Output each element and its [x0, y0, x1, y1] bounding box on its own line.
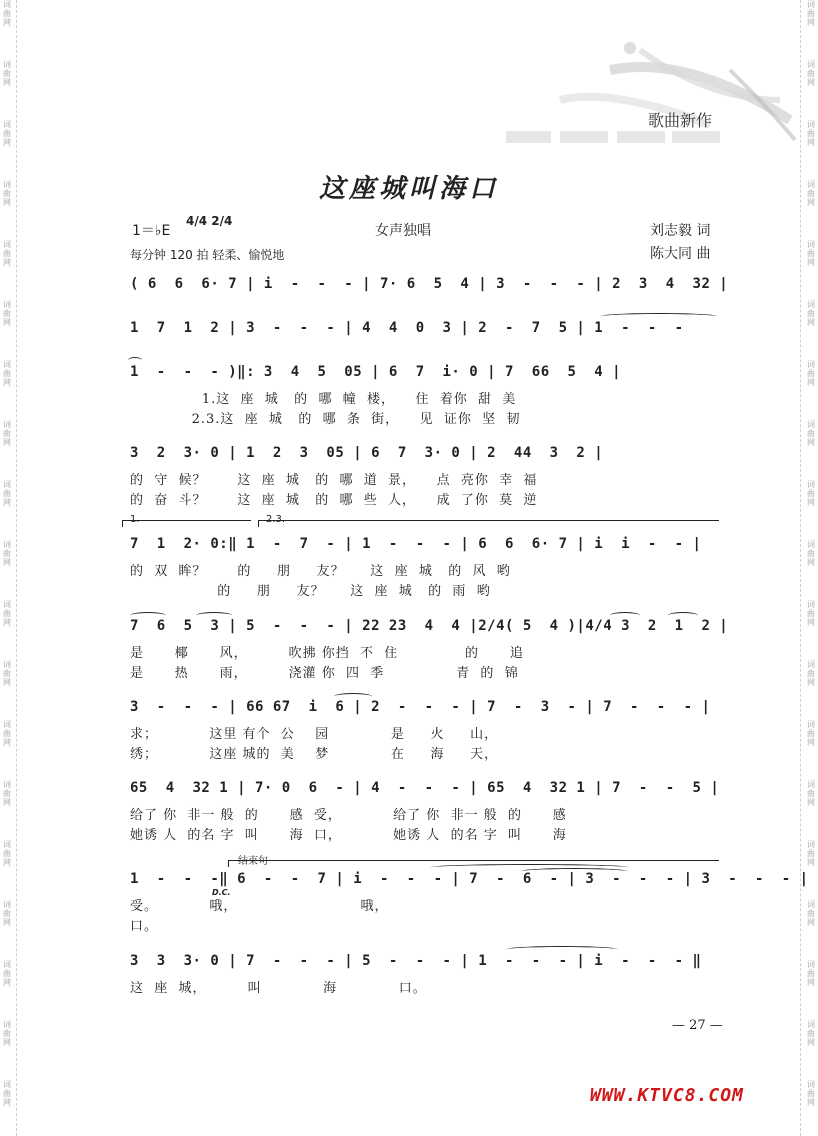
margin-watermark-text: 词 曲 网: [807, 780, 815, 807]
lyric-line: 2.3.这 座 城 的 哪 条 街， 见 证你 坚 韧: [130, 412, 521, 427]
margin-watermark-text: 词 曲 网: [3, 780, 11, 807]
margin-watermark-text: 词 曲 网: [3, 180, 11, 207]
lyric-line: 是 椰 风， 吹拂 你挡 不 住 的 追: [130, 646, 524, 661]
lyricist-credit: 刘志毅 词: [650, 223, 711, 239]
margin-watermark-text: 词 曲 网: [807, 480, 815, 507]
margin-watermark-text: 词 曲 网: [807, 900, 815, 927]
margin-watermark-text: 词 曲 网: [3, 480, 11, 507]
lyric-line: 给了 你 非一 般 的 感 受， 给了 你 非一 般 的 感: [130, 808, 567, 823]
margin-watermark-text: 词 曲 网: [807, 360, 815, 387]
header-bar-1: [506, 131, 551, 143]
margin-watermark-text: 词 曲 网: [3, 600, 11, 627]
section-label: 歌曲新作: [648, 111, 713, 130]
margin-watermark-text: 词 曲 网: [807, 120, 815, 147]
margin-watermark-text: 词 曲 网: [3, 720, 11, 747]
tempo-marking: 每分钟 120 拍 轻柔、愉悦地: [130, 248, 285, 262]
volta-bracket-2: [258, 520, 719, 527]
margin-watermark-text: 词 曲 网: [3, 900, 11, 927]
score-row-1: ( 6 6 6· 7 | i - - - | 7· 6 5 4 | 3 - - - | 2 3 4 32 |: [130, 276, 729, 292]
lyric-line: 这 座 城， 叫 海 口。: [130, 981, 427, 996]
margin-watermark-text: 词 曲 网: [807, 720, 815, 747]
header-bar-2: [560, 131, 608, 143]
margin-watermark-text: 词 曲 网: [807, 1020, 815, 1047]
margin-watermark-text: 词 曲 网: [807, 240, 815, 267]
header-bar-3: [617, 131, 665, 143]
score-row-6: 7 6 5 3 | 5 - - - | 22 23 4 4 |2/4( 5 4 )|4/4 3 2 1 2 |: [130, 618, 729, 634]
margin-watermark-text: 词 曲 网: [807, 420, 815, 447]
score-row-10: 3 3 3· 0 | 7 - - - | 5 - - - | 1 - - - | i - - - ‖: [130, 953, 702, 969]
header-bar-4: [672, 131, 720, 143]
time-signature: 4/4 2/4: [186, 214, 233, 228]
margin-watermark-text: 词 曲 网: [3, 420, 11, 447]
lyric-line: 是 热 雨， 浇灌 你 四 季 青 的 锦: [130, 666, 519, 681]
margin-watermark-text: 词 曲 网: [807, 0, 815, 27]
margin-watermark-text: 词 曲 网: [3, 960, 11, 987]
page-number: — 27 —: [672, 1018, 723, 1033]
song-title: 这座城叫海口: [318, 174, 499, 204]
score-row-4: 3 2 3· 0 | 1 2 3 05 | 6 7 3· 0 | 2 44 3 2 |: [130, 445, 604, 461]
score-row-5: 7 1 2· 0:‖ 1 - 7 - | 1 - - - | 6 6 6· 7 | i i - - |: [130, 536, 702, 552]
margin-watermark-text: 词 曲 网: [807, 60, 815, 87]
volta-label-2: 2.3.: [266, 514, 286, 525]
score-row-9: 1 - - -‖ 6 - - 7 | i - - - | 7 - 6 - | 3 - - - | 3 - - - |: [130, 871, 809, 887]
margin-watermark-text: 词 曲 网: [807, 1080, 815, 1107]
margin-watermark-text: 词 曲 网: [3, 0, 11, 27]
score-row-2: 1 7 1 2 | 3 - - - | 4 4 0 3 | 2 - 7 5 | 1 - - -: [130, 320, 702, 336]
lyric-line: 受。 哦， 哦，: [130, 899, 389, 914]
lyric-line: 口。: [130, 919, 159, 934]
tie-slur: [506, 946, 618, 953]
volta-label-1: 1.: [130, 514, 140, 525]
margin-watermark-text: 词 曲 网: [3, 660, 11, 687]
margin-watermark-text: 词 曲 网: [807, 600, 815, 627]
performance-type: 女声独唱: [375, 223, 431, 239]
da-capo-mark: D.C.: [212, 888, 231, 897]
lyric-line: 的 朋 友？ 这 座 城 的 雨 哟: [130, 584, 491, 599]
margin-watermark-text: 词 曲 网: [3, 120, 11, 147]
margin-watermark-text: 词 曲 网: [3, 840, 11, 867]
tie-slur: [600, 313, 718, 320]
margin-watermark-text: 词 曲 网: [807, 840, 815, 867]
margin-watermark-text: 词 曲 网: [807, 300, 815, 327]
score-row-7: 3 - - - | 66 67 i 6 | 2 - - - | 7 - 3 - | 7 - - - |: [130, 699, 711, 715]
lyric-line: 求； 这里 有个 公 园 是 火 山，: [130, 727, 499, 742]
key-signature: 1＝♭E: [132, 223, 171, 239]
score-row-3: 1 - - - )‖: 3 4 5 05 | 6 7 i· 0 | 7 66 5 4 |: [130, 364, 622, 380]
margin-watermark-text: 词 曲 网: [3, 300, 11, 327]
lyric-line: 她诱 人 的名 字 叫 海 口， 她诱 人 的名 字 叫 海: [130, 828, 567, 843]
site-watermark: WWW.KTVC8.COM: [590, 1085, 744, 1106]
margin-watermark-text: 词 曲 网: [3, 1020, 11, 1047]
volta-bracket-1: [122, 520, 251, 527]
tie-slur: [128, 357, 142, 364]
lyric-line: 1.这 座 城 的 哪 幢 楼， 住 着你 甜 美: [130, 392, 517, 407]
composer-credit: 陈大同 曲: [650, 246, 711, 262]
margin-watermark-text: 词 曲 网: [807, 540, 815, 567]
margin-watermark-text: 词 曲 网: [807, 180, 815, 207]
ending-label: 结束句: [238, 856, 268, 867]
margin-watermark-text: 词 曲 网: [3, 1080, 11, 1107]
lyric-line: 绣； 这座 城的 美 梦 在 海 天，: [130, 747, 499, 762]
margin-watermark-text: 词 曲 网: [807, 960, 815, 987]
margin-watermark-text: 词 曲 网: [3, 60, 11, 87]
lyric-line: 的 双 眸？ 的 朋 友？ 这 座 城 的 风 哟: [130, 564, 511, 579]
lyric-line: 的 奋 斗？ 这 座 城 的 哪 些 人， 成 了你 莫 逆: [130, 493, 538, 508]
margin-watermark-text: 词 曲 网: [3, 360, 11, 387]
margin-watermark-text: 词 曲 网: [3, 540, 11, 567]
margin-watermark-text: 词 曲 网: [3, 240, 11, 267]
margin-watermark-text: 词 曲 网: [807, 660, 815, 687]
lyric-line: 的 守 候？ 这 座 城 的 哪 道 景， 点 亮你 幸 福: [130, 473, 538, 488]
score-row-8: 65 4 32 1 | 7· 0 6 - | 4 - - - | 65 4 32 1 | 7 - - 5 |: [130, 780, 720, 796]
